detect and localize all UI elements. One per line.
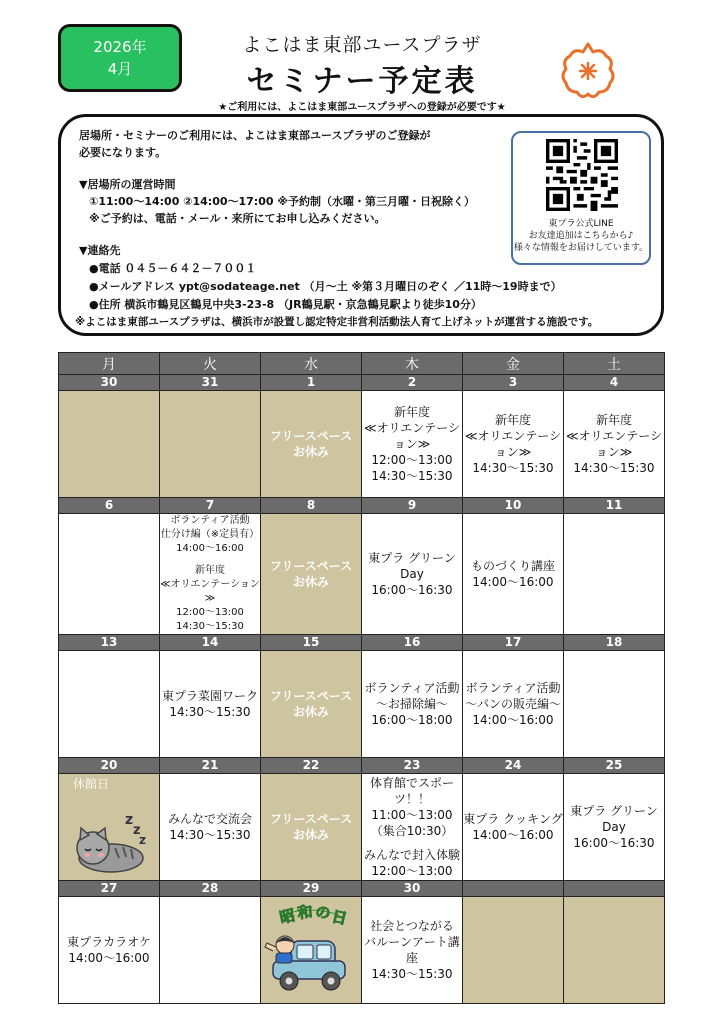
date-number: 27 (59, 881, 160, 897)
event-text: 12:00～13:00 (176, 607, 244, 618)
event-text: 新年度 (393, 405, 430, 419)
event-text: 14:30～15:30 (371, 469, 453, 483)
date-number: 30 (362, 881, 463, 897)
event-text: お休み (292, 575, 329, 589)
day-cell (564, 897, 665, 1004)
date-number: 15 (261, 635, 362, 651)
date-number: 10 (463, 498, 564, 514)
event-text: ～お掃除編～ (375, 697, 448, 711)
day-cell (463, 514, 564, 635)
event-text: 14:30～15:30 (169, 828, 251, 842)
day-cell (261, 391, 362, 498)
event-text: 14:30～15:30 (176, 621, 244, 632)
day-cell (59, 897, 160, 1004)
event-item (463, 558, 563, 590)
day-cell (59, 651, 160, 758)
event-text: 社会とつながる (370, 919, 454, 933)
event-text: 東プラ グリーンDay (368, 551, 456, 581)
event-text: ボランティア活動 (170, 515, 250, 526)
day-cell (59, 514, 160, 635)
event-text: 12:00～13:00 (371, 864, 453, 878)
date-number (463, 881, 564, 897)
event-text: 14:00～16:00 (472, 575, 554, 589)
date-number: 11 (564, 498, 665, 514)
event-text: 体育館でスポーツ！！ (369, 776, 454, 806)
event-text: 14:00～16:00 (68, 951, 150, 965)
event-text: 14:30～15:30 (472, 461, 554, 475)
date-row (59, 635, 665, 651)
event-text: みんなで交流会 (167, 812, 252, 826)
event-text: ≪オリエンテーション≫ (464, 429, 562, 459)
month-label: 4月 (107, 60, 133, 78)
day-cell (564, 514, 665, 635)
event-text: 16:00～18:00 (371, 713, 453, 727)
weekday-thu: 木 (362, 353, 463, 375)
line-qr-panel (511, 131, 651, 265)
phone-line: ●電話 ０４５－６４２－７００１ (89, 262, 257, 275)
event-item (362, 775, 462, 839)
event-text: 新年度 (494, 413, 531, 427)
event-text: 16:00～16:30 (573, 836, 655, 850)
event-text: バルーンアート講座 (364, 935, 460, 965)
sleeping-cat-icon (67, 802, 151, 874)
registration-notice: ★ご利用には、よこはま東部ユースプラザへの登録が必要です★ (218, 102, 506, 113)
date-number: 1 (261, 375, 362, 391)
event-text: 東プラ グリーンDay (570, 804, 658, 834)
date-number: 24 (463, 758, 564, 774)
event-item (362, 404, 462, 484)
event-text: 仕分け編（※定員有） (160, 529, 260, 540)
closed-day-label: 休館日 (72, 777, 109, 791)
event-text: みんなで封入体験 (363, 848, 460, 862)
info-line: ▼居場所の運営時間 (79, 178, 176, 191)
weekday-wed: 水 (261, 353, 362, 375)
event-text: ～パンの販売編～ (464, 697, 561, 711)
event-text: ≪オリエンテーション≫ (363, 421, 461, 451)
day-cell (463, 897, 564, 1004)
day-cell (59, 391, 160, 498)
day-cell (463, 391, 564, 498)
day-cell (362, 774, 463, 881)
day-cell (362, 897, 463, 1004)
date-number: 6 (59, 498, 160, 514)
event-row (59, 391, 665, 498)
day-cell (362, 651, 463, 758)
calendar-body (59, 375, 665, 1004)
event-item (463, 811, 563, 843)
date-number: 30 (59, 375, 160, 391)
organization-name: よこはま東部ユースプラザ (242, 34, 482, 56)
date-number: 22 (261, 758, 362, 774)
event-text: ≪オリエンテーション≫ (565, 429, 663, 459)
day-cell (59, 774, 160, 881)
event-item (564, 803, 664, 851)
date-number: 21 (160, 758, 261, 774)
qr-caption-line: 様々な情報をお届けしています。 (513, 243, 649, 253)
svg-text:z: z (139, 833, 146, 847)
date-number: 14 (160, 635, 261, 651)
day-cell (261, 651, 362, 758)
day-cell (362, 514, 463, 635)
weekday-fri: 金 (463, 353, 564, 375)
info-line: ※ご予約は、電話・メール・来所にてお申し込みください。 (89, 212, 386, 225)
event-text: ボランティア活動 (364, 681, 460, 695)
event-item (160, 564, 260, 634)
qr-code-icon[interactable] (546, 139, 618, 211)
event-text: 新年度 (595, 413, 632, 427)
event-text: 16:00～16:30 (371, 583, 453, 597)
date-row (59, 758, 665, 774)
weekday-mon: 月 (59, 353, 160, 375)
weekday-tue: 火 (160, 353, 261, 375)
day-cell (564, 651, 665, 758)
event-item (261, 558, 361, 590)
event-text: ボランティア活動 (465, 681, 561, 695)
event-text: 11:00～13:00 (371, 808, 453, 822)
event-text: 東プラ クッキング (463, 812, 563, 826)
day-cell (261, 774, 362, 881)
date-number: 29 (261, 881, 362, 897)
date-row (59, 498, 665, 514)
event-text: 14:30～15:30 (371, 967, 453, 981)
day-cell (160, 514, 261, 635)
event-item (59, 934, 159, 966)
qr-caption-title: 東プラ公式LINE (548, 219, 614, 229)
event-text: 東プラカラオケ (67, 935, 151, 949)
event-item (160, 514, 260, 556)
event-text: お休み (292, 705, 329, 719)
year-label: 2026年 (93, 38, 147, 56)
event-item (261, 811, 361, 843)
info-line: ※よこはま東部ユースプラザは、横浜市が設置し認定特定非営利活動法人育て上げネットが運営する施設です。 (75, 316, 599, 328)
event-text: フリースペース (269, 689, 353, 703)
date-number: 9 (362, 498, 463, 514)
event-row (59, 897, 665, 1004)
email-line: ●メールアドレス ypt@sodateage.net （月～土 ※第３月曜日のぞく ／11時～19時まで） (89, 280, 562, 293)
date-number: 31 (160, 375, 261, 391)
date-number: 16 (362, 635, 463, 651)
event-item (160, 688, 260, 720)
event-item (160, 811, 260, 843)
date-number: 13 (59, 635, 160, 651)
date-number: 23 (362, 758, 463, 774)
day-cell (160, 651, 261, 758)
event-row (59, 651, 665, 758)
event-item (463, 412, 563, 476)
day-cell (564, 391, 665, 498)
event-text: 14:00～16:00 (176, 543, 244, 554)
showa-car-icon (263, 901, 359, 999)
date-number: 25 (564, 758, 665, 774)
svg-text:の: の (314, 903, 332, 923)
sakura-icon (556, 38, 620, 102)
event-text: お休み (292, 828, 329, 842)
info-line: ▼連絡先 (79, 244, 121, 257)
event-item (362, 847, 462, 879)
date-row (59, 375, 665, 391)
date-number: 2 (362, 375, 463, 391)
weekday-header-row (59, 353, 665, 375)
date-number: 7 (160, 498, 261, 514)
event-text: ≪オリエンテーション≫ (160, 579, 260, 604)
event-text: ものづくり講座 (470, 559, 555, 573)
day-cell (564, 774, 665, 881)
event-text: （集合10:30） (370, 824, 454, 838)
event-text: 12:00～13:00 (371, 453, 453, 467)
info-line: 必要になります。 (79, 146, 167, 159)
event-row (59, 774, 665, 881)
date-number: 4 (564, 375, 665, 391)
day-cell (463, 774, 564, 881)
svg-text:z: z (133, 823, 141, 838)
date-number: 8 (261, 498, 362, 514)
event-text: お休み (292, 445, 329, 459)
event-text: フリースペース (269, 559, 353, 573)
event-item (362, 550, 462, 598)
info-panel (58, 114, 664, 336)
event-text: フリースペース (269, 812, 353, 826)
event-item (261, 428, 361, 460)
event-text: 14:00～16:00 (472, 713, 554, 727)
page-title: セミナー予定表 (246, 64, 478, 99)
date-number: 28 (160, 881, 261, 897)
event-row (59, 514, 665, 635)
day-cell (261, 897, 362, 1004)
event-text: フリースペース (269, 429, 353, 443)
day-cell (463, 651, 564, 758)
day-cell (362, 391, 463, 498)
day-cell (160, 391, 261, 498)
svg-text:和: 和 (296, 902, 314, 922)
date-row (59, 881, 665, 897)
date-number (564, 881, 665, 897)
info-line: ①11:00～14:00 ②14:00～17:00 ※予約制（水曜・第三月曜・日祝除く） (89, 195, 476, 208)
date-number: 20 (59, 758, 160, 774)
day-cell (160, 897, 261, 1004)
day-cell (160, 774, 261, 881)
event-item (463, 680, 563, 728)
event-item (362, 918, 462, 982)
date-number: 3 (463, 375, 564, 391)
event-item (261, 688, 361, 720)
event-item (362, 680, 462, 728)
weekday-sat: 土 (564, 353, 665, 375)
event-text: 東プラ菜園ワーク (161, 689, 258, 703)
event-text: 14:30～15:30 (169, 705, 251, 719)
svg-text:z: z (125, 812, 134, 828)
svg-text:昭: 昭 (278, 906, 297, 927)
day-cell (261, 514, 362, 635)
event-text: 新年度 (195, 565, 225, 576)
qr-caption-line: お友達追加はこちらから♪ (528, 231, 634, 241)
event-text: 14:00～16:00 (472, 828, 554, 842)
info-line: 居場所・セミナーのご利用には、よこはま東部ユースプラザのご登録が (79, 129, 431, 142)
date-number: 18 (564, 635, 665, 651)
event-text: 14:30～15:30 (573, 461, 655, 475)
date-number: 17 (463, 635, 564, 651)
address-line: ●住所 横浜市鶴見区鶴見中央3-23-8 （JR鶴見駅・京急鶴見駅より徒歩10分） (89, 298, 482, 311)
event-item (564, 412, 664, 476)
svg-text:日: 日 (330, 907, 349, 929)
calendar-table (58, 352, 665, 1004)
